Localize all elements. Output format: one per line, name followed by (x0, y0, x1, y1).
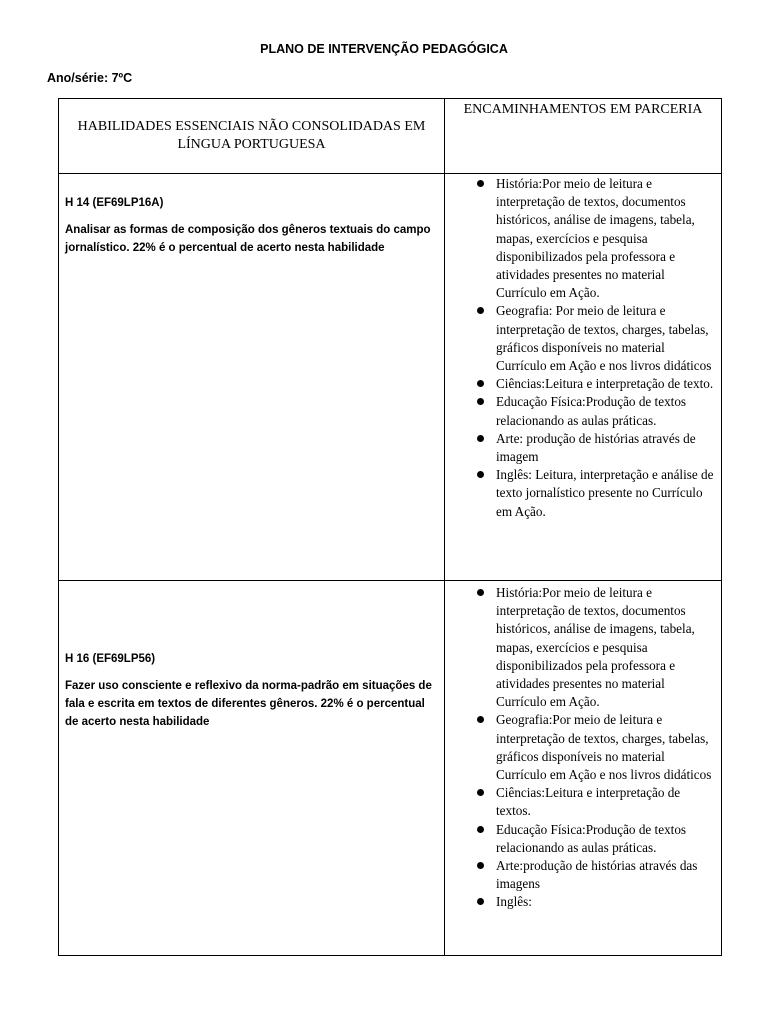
list-item: Educação Física:Produção de textos relacionando as aulas práticas. (445, 393, 721, 429)
header-skills: HABILIDADES ESSENCIAIS NÃO CONSOLIDADAS EM LÍNGUA PORTUGUESA (59, 99, 445, 174)
header-actions-label: ENCAMINHAMENTOS EM PARCERIA (463, 102, 703, 117)
list-item: Educação Física:Produção de textos relacionando as aulas práticas. (445, 821, 721, 857)
skill-cell (59, 581, 445, 956)
skill-code: H 14 (EF69LP16A) (65, 197, 164, 209)
grade-label: Ano/série: 7ºC (47, 71, 133, 85)
skill-description: Fazer uso consciente e reflexivo da norma-padrão em situações de fala e escrita em textos de diferentes gêneros. 22% é o percentual de acerto nesta habilidade (65, 680, 432, 728)
table-row (59, 174, 722, 581)
document-title: PLANO DE INTERVENÇÃO PEDAGÓGICA (260, 42, 508, 56)
skill-code: H 16 (EF69LP56) (65, 653, 156, 665)
actions-list (445, 584, 721, 912)
list-item: Arte: produção de histórias através de imagem (445, 430, 721, 466)
list-item: Ciências:Leitura e interpretação de texto. (445, 375, 721, 393)
list-item: História:Por meio de leitura e interpretação de textos, documentos históricos, análise de imagens, tabela, mapas, exercícios e pesquisa disponibilizados pela professora e atividades presentes no material Currículo em Ação. (445, 584, 721, 711)
skill-cell (59, 174, 445, 581)
header-actions (445, 99, 722, 174)
actions-cell (445, 581, 722, 956)
list-item: Inglês: (445, 893, 721, 911)
table-row (59, 581, 722, 956)
list-item: História:Por meio de leitura e interpretação de textos, documentos históricos, análise de imagens, tabela, mapas, exercícios e pesquisa disponibilizados pela professora e atividades presentes no material Currículo em Ação. (445, 175, 721, 302)
actions-list (445, 175, 721, 521)
actions-cell (445, 174, 722, 581)
table-header-row (59, 99, 722, 174)
skill-description: Analisar as formas de composição dos gêneros textuais do campo jornalístico. 22% é o percentual de acerto nesta habilidade (65, 224, 431, 254)
list-item: Ciências:Leitura e interpretação de textos. (445, 784, 721, 820)
list-item: Arte:produção de histórias através das imagens (445, 857, 721, 893)
list-item: Geografia:Por meio de leitura e interpretação de textos, charges, tabelas, gráficos disponíveis no material Currículo em Ação e nos livros didáticos (445, 711, 721, 784)
list-item: Geografia: Por meio de leitura e interpretação de textos, charges, tabelas, gráficos disponíveis no material Currículo em Ação e nos livros didáticos (445, 302, 721, 375)
list-item: Inglês: Leitura, interpretação e análise de texto jornalístico presente no Currículo em Ação. (445, 466, 721, 521)
intervention-plan-table (58, 98, 722, 956)
